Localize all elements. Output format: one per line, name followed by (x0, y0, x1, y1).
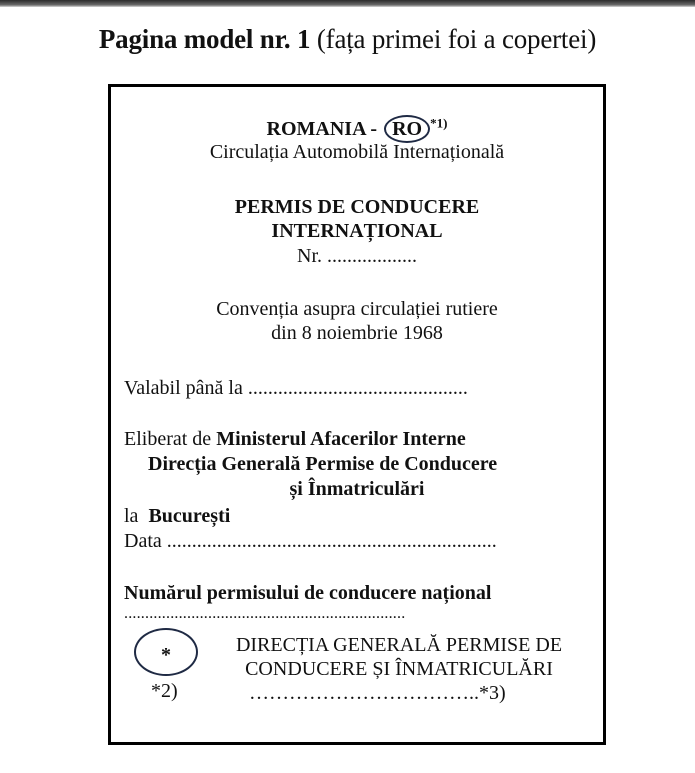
place-label: la (124, 505, 139, 527)
cover-frame (108, 84, 606, 745)
page-title-rest: (fața primei foi a copertei) (310, 24, 597, 54)
national-permit-label: Numărul permisului de conducere național (124, 582, 492, 604)
signature-field: ……………………………..*3) (249, 682, 506, 704)
convention-line1: Convenția asupra circulației rutiere (216, 298, 498, 320)
stamp-symbol: * (161, 644, 171, 666)
permit-number-field: Nr. .................. (297, 245, 417, 267)
issued-by-label: Eliberat de (124, 428, 217, 450)
permit-title-line2: INTERNAȚIONAL (271, 220, 443, 242)
country-code: RO (392, 118, 423, 140)
country-code-oval (384, 115, 430, 143)
valid-until-field: Valabil până la ............................................ (124, 377, 468, 399)
convention-line2: din 8 noiembrie 1968 (271, 322, 443, 344)
authority-line1: DIRECȚIA GENERALĂ PERMISE DE (235, 634, 563, 656)
page-title-bold: Pagina model nr. 1 (98, 24, 311, 54)
authority-line2: CONDUCERE ȘI ÎNMATRICULĂRI (245, 658, 553, 680)
permit-title-line1: PERMIS DE CONDUCERE (234, 196, 480, 218)
footnote-2: *2) (151, 680, 178, 702)
date-field: Data .................................................................. (124, 530, 497, 552)
place-value: București (148, 505, 231, 527)
cover-subtitle: Circulația Automobilă Internațională (209, 141, 505, 163)
window-top-bar (0, 0, 695, 7)
issuer-directorate-line2: și Înmatriculări (289, 478, 425, 500)
place-line (124, 504, 230, 528)
issuing-ministry: Ministerul Afacerilor Interne (216, 428, 466, 450)
national-permit-field: ................................................................... (124, 605, 406, 622)
issuer-directorate-line1: Direcția Generală Permise de Conducere (148, 453, 498, 475)
country-name: ROMANIA - (266, 118, 383, 140)
footnote-1: *1) (430, 115, 448, 131)
page-title (0, 22, 695, 56)
issued-by-line (124, 427, 466, 451)
stamp-oval (134, 628, 198, 676)
country-line (111, 115, 603, 143)
